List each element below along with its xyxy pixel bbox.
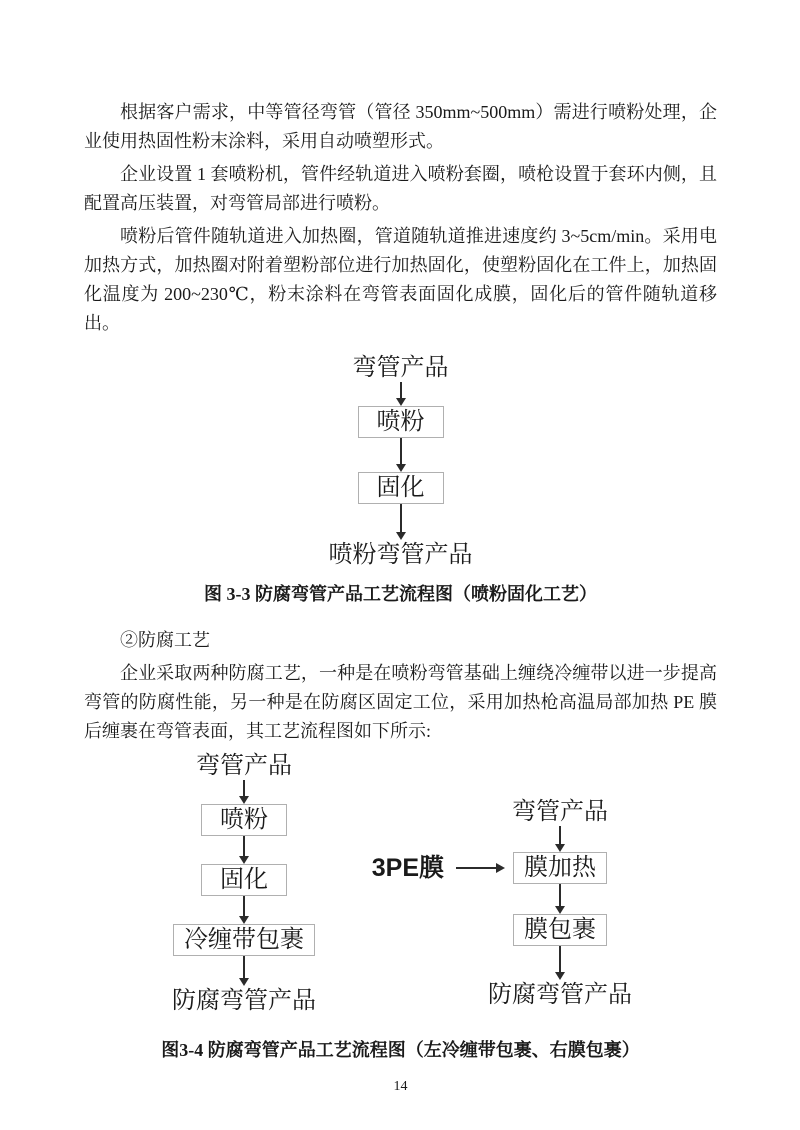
- film-input-group: [372, 854, 505, 882]
- flow-start-label: 弯管产品: [512, 799, 608, 825]
- arrow-down-icon: [555, 946, 565, 980]
- flow-end-label: 防腐弯管产品: [488, 982, 632, 1008]
- page-number: 14: [393, 1079, 408, 1094]
- arrow-down-icon: [396, 382, 406, 406]
- arrow-down-icon: [239, 780, 249, 804]
- pe-film-label: 3PE膜: [371, 854, 444, 882]
- figure-3-3-flowchart: [329, 354, 473, 570]
- section-heading-anticorrosion: ②防腐工艺: [120, 630, 210, 650]
- figure-3-3-caption: 图 3-3 防腐弯管产品工艺流程图（喷粉固化工艺）: [204, 584, 597, 604]
- arrow-down-icon: [239, 956, 249, 986]
- flow-step-box-cure: 固化: [201, 864, 287, 896]
- flow-end-label: 喷粉弯管产品: [328, 542, 473, 568]
- paragraph-powder-requirement: 根据客户需求，中等管径弯管（管径 350mm~500mm）需进行喷粉处理，企业使用热固性粉末涂料，采用自动喷塑形式。: [84, 102, 717, 151]
- flow-step-film-heat-wrap: [371, 852, 607, 884]
- paragraph-powder-machine: 企业设置 1 套喷粉机，管件经轨道进入喷粉套圈，喷枪设置于套环内侧，且配置高压装置，对弯管局部进行喷粉。: [84, 164, 717, 213]
- flow-start-label: 弯管产品: [196, 753, 292, 779]
- arrow-right-icon: [456, 863, 505, 873]
- arrow-down-icon: [239, 836, 249, 864]
- flow-step-box-film-wrap: 膜包裹: [513, 914, 607, 946]
- figure-3-4-right-flow: [371, 798, 644, 1010]
- arrow-down-icon: [555, 826, 565, 852]
- flow-end-label: 防腐弯管产品: [172, 988, 316, 1014]
- flow-step-box-spray: 喷粉: [201, 804, 287, 836]
- flow-step-box-film-heat: 膜加热: [513, 852, 607, 884]
- figure-3-4-caption: 图3-4 防腐弯管产品工艺流程图（左冷缠带包裹、右膜包裹）: [161, 1040, 640, 1060]
- flow-start-label: 弯管产品: [352, 355, 449, 381]
- paragraph-curing-process: 喷粉后管件随轨道进入加热圈，管道随轨道推进速度约 3~5cm/min。采用电加热方式，加热圈对附着塑粉部位进行加热固化，使塑粉固化在工件上，加热固化温度为 200~230℃，粉末涂料在弯管表面固化成膜，固化后的管件随轨道移出。: [84, 226, 717, 333]
- figure-3-4-left-flow: [160, 752, 328, 1016]
- arrow-down-icon: [396, 504, 406, 540]
- arrow-down-icon: [239, 896, 249, 924]
- flow-step-box-cure: 固化: [358, 472, 444, 504]
- arrow-down-icon: [396, 438, 406, 472]
- paragraph-anticorrosion-process: 企业采取两种防腐工艺，一种是在喷粉弯管基础上缠绕冷缠带以进一步提高弯管的防腐性能，另一种是在防腐区固定工位，采用加热枪高温局部加热 PE 膜后缠裹在弯管表面，其工艺流程图如下所示:: [84, 663, 717, 741]
- arrow-down-icon: [555, 884, 565, 914]
- flow-step-box-cold-wrap: 冷缠带包裹: [173, 924, 315, 956]
- figure-3-4-flowchart: [84, 752, 717, 1018]
- flow-step-box-spray: 喷粉: [358, 406, 444, 438]
